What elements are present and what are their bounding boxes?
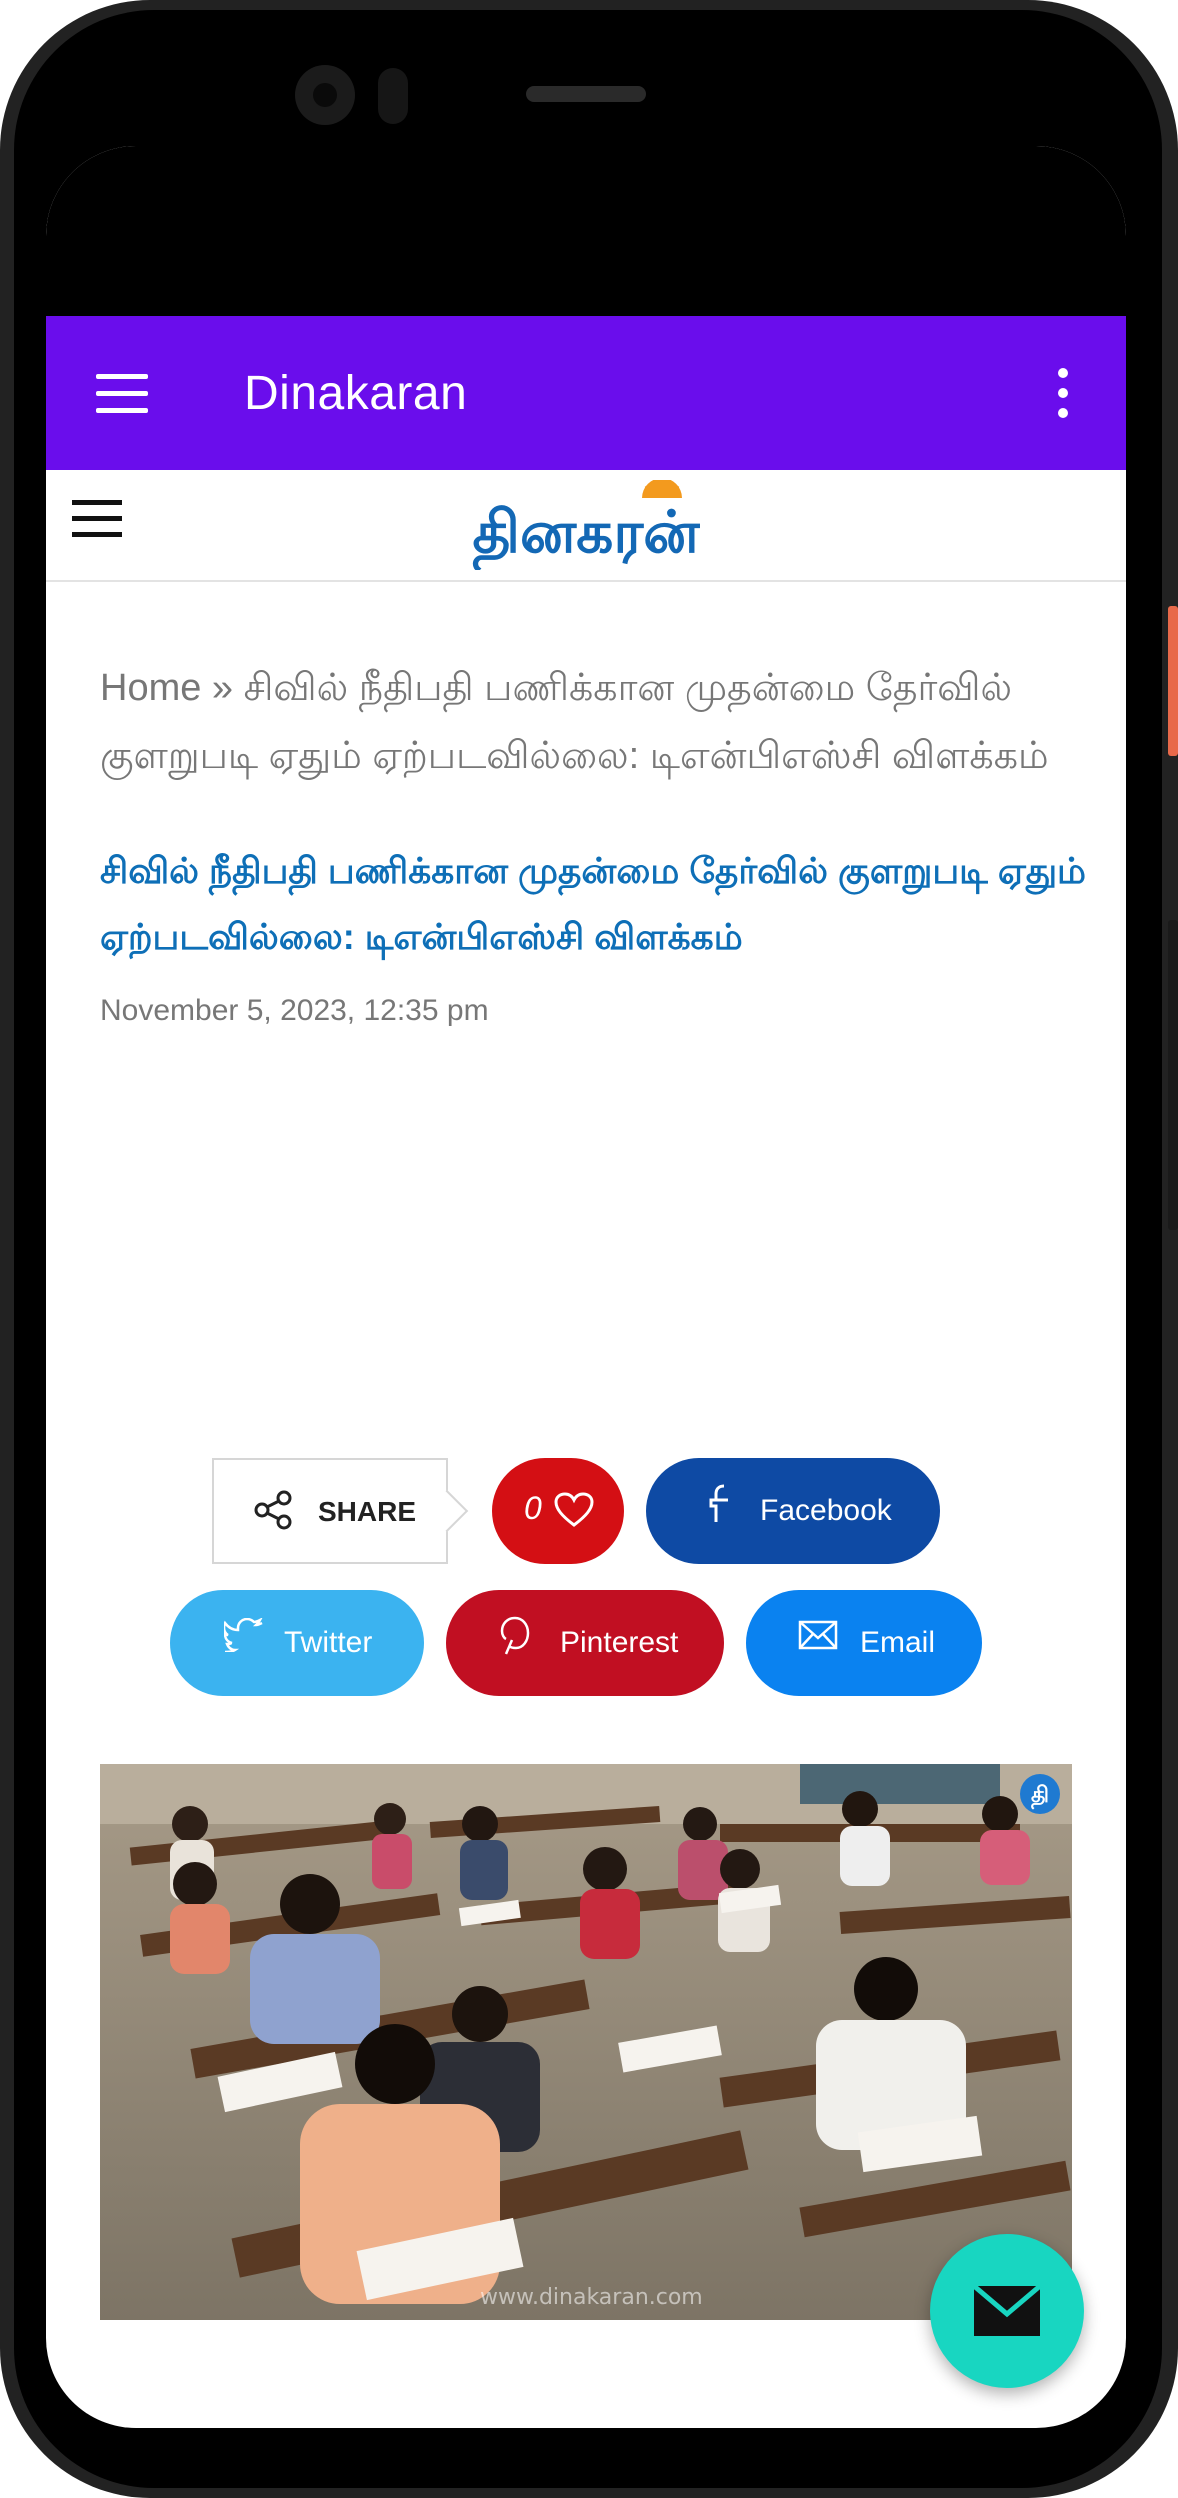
facebook-share-button[interactable] [646,1458,940,1564]
share-button[interactable] [212,1458,448,1564]
image-badge: தி [1030,1783,1050,1808]
share-label: SHARE [318,1496,417,1527]
status-bar [46,146,1126,316]
app-bar [46,316,1126,470]
share-icon [254,1490,294,1530]
article-headline: சிவில் நீதிபதி பணிக்கான முதன்மை தேர்வில் குளறுபடி ஏதும் ஏற்படவில்லை: டிஎன்பிஎஸ்சி விளக்கம் [100,850,1087,957]
facebook-label: Facebook [760,1494,892,1527]
hamburger-menu-icon[interactable] [96,374,148,414]
heart-icon [554,1492,594,1528]
email-share-button[interactable] [746,1590,982,1696]
breadcrumb [100,654,1090,790]
article-date: November 5, 2023, 12:35 pm [100,994,489,1027]
earpiece-speaker [526,86,646,102]
overflow-menu-icon[interactable] [1051,368,1075,420]
like-count: 0 [524,1490,542,1526]
image-watermark: www.dinakaran.com [480,2285,703,2310]
screen [46,146,1126,2428]
facebook-icon [708,1484,732,1524]
like-button[interactable] [492,1458,624,1564]
email-icon [798,1620,838,1650]
power-button [1168,606,1178,756]
pinterest-label: Pinterest [560,1626,679,1659]
dinakaran-logo[interactable] [446,480,726,570]
article-image[interactable] [100,1764,1072,2320]
mail-icon [972,2284,1042,2338]
email-label: Email [860,1626,936,1659]
breadcrumb-separator: » [201,667,244,709]
site-menu-icon[interactable] [72,500,122,540]
pinterest-share-button[interactable] [446,1590,724,1696]
twitter-icon [224,1618,264,1652]
twitter-label: Twitter [284,1626,373,1659]
proximity-sensor [378,68,408,124]
breadcrumb-current: சிவில் நீதிபதி பணிக்கான முதன்மை தேர்வில் குளறுபடி ஏதும் ஏற்படவில்லை: டிஎன்பிஎஸ்சி விளக்கம் [100,667,1049,777]
svg-text:தினகரன்: தினகரன் [472,498,700,566]
breadcrumb-home-link[interactable]: Home [100,667,202,709]
pinterest-icon [500,1616,530,1656]
front-camera [295,65,355,125]
contact-fab[interactable] [930,2234,1084,2388]
exam-hall-photo [100,1764,1072,2320]
twitter-share-button[interactable] [170,1590,424,1696]
site-header [46,470,1126,582]
app-title: Dinakaran [244,367,468,420]
volume-button [1168,920,1178,1230]
